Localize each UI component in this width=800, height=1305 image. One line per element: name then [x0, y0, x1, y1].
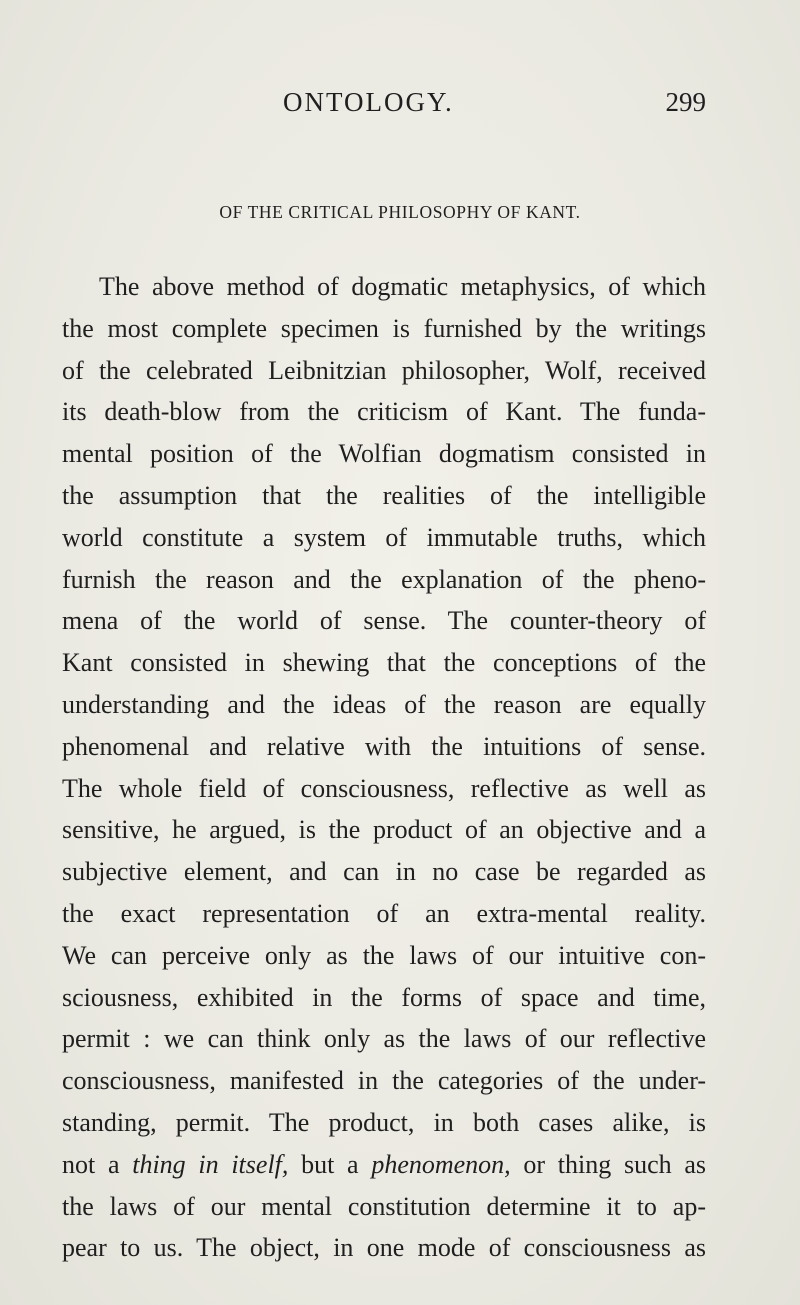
- text-line: [62, 1018, 706, 1060]
- text-line: [62, 559, 706, 601]
- text-run: pear to us. The object, in one mode of consciousness as: [62, 1233, 706, 1263]
- text-line: [62, 1060, 706, 1102]
- text-line: [62, 851, 706, 893]
- running-head: [0, 82, 800, 122]
- text-line: [62, 600, 706, 642]
- text-line: [62, 350, 706, 392]
- text-run: subjective element, and can in no case be regarded as: [62, 857, 706, 887]
- text-line: [62, 391, 706, 433]
- text-run: its death-blow from the criticism of Kant. The funda-: [62, 397, 706, 427]
- text-run: Kant consisted in shewing that the conceptions of the: [62, 648, 706, 678]
- text-line: [62, 893, 706, 935]
- text-line: [62, 726, 706, 768]
- text-run: The whole field of consciousness, reflective as well as: [62, 773, 706, 803]
- running-head-title: ONTOLOGY.: [283, 87, 454, 117]
- section-heading: OF THE CRITICAL PHILOSOPHY OF KANT.: [219, 202, 581, 222]
- text-line: [62, 768, 706, 810]
- text-line: [62, 935, 706, 977]
- text-run: sciousness, exhibited in the forms of space and time,: [62, 982, 706, 1012]
- text-line: [62, 1227, 706, 1269]
- text-run: the laws of our mental constitution determine it to ap-: [62, 1191, 706, 1221]
- text-run: not a: [62, 1149, 133, 1179]
- text-run: understanding and the ideas of the reason are equally: [62, 689, 706, 719]
- italic-phrase: thing in itself,: [132, 1149, 289, 1179]
- text-run: mental position of the Wolfian dogmatism consisted in: [62, 439, 706, 469]
- text-line: [62, 308, 706, 350]
- text-run: permit : we can think only as the laws of our reflective: [62, 1024, 706, 1054]
- text-run: consciousness, manifested in the categories of the under-: [62, 1066, 706, 1096]
- text-run: furnish the reason and the explanation of the pheno-: [62, 564, 706, 594]
- text-run: sensitive, he argued, is the product of an objective and a: [62, 815, 706, 845]
- text-run: the assumption that the realities of the intelligible: [62, 480, 706, 510]
- text-run: standing, permit. The product, in both cases alike, is: [62, 1107, 706, 1137]
- text-line: [62, 1186, 706, 1228]
- text-line: [62, 475, 706, 517]
- text-run: or thing such as: [510, 1149, 707, 1179]
- text-line: [62, 433, 706, 475]
- text-line: [62, 517, 706, 559]
- text-line: [62, 642, 706, 684]
- text-run: of the celebrated Leibnitzian philosopher, Wolf, received: [62, 355, 706, 385]
- body-paragraph: [62, 266, 706, 1269]
- text-run: world constitute a system of immutable truths, which: [62, 522, 706, 552]
- text-line: [62, 1102, 706, 1144]
- text-run: the exact representation of an extra-mental reality.: [62, 898, 706, 928]
- text-run: the most complete specimen is furnished by the writings: [62, 313, 706, 343]
- text-line: [62, 977, 706, 1019]
- text-line: [62, 809, 706, 851]
- text-line: [62, 266, 706, 308]
- text-run: phenomenal and relative with the intuitions of sense.: [62, 731, 706, 761]
- page-number: 299: [665, 87, 706, 117]
- italic-phrase: phenomenon,: [371, 1149, 511, 1179]
- text-line: [62, 1144, 706, 1186]
- text-run: The above method of dogmatic metaphysics, of which: [99, 272, 706, 301]
- text-run: We can perceive only as the laws of our intuitive con-: [62, 940, 706, 970]
- text-line: [62, 684, 706, 726]
- text-run: mena of the world of sense. The counter-theory of: [62, 606, 706, 636]
- text-run: but a: [288, 1149, 372, 1179]
